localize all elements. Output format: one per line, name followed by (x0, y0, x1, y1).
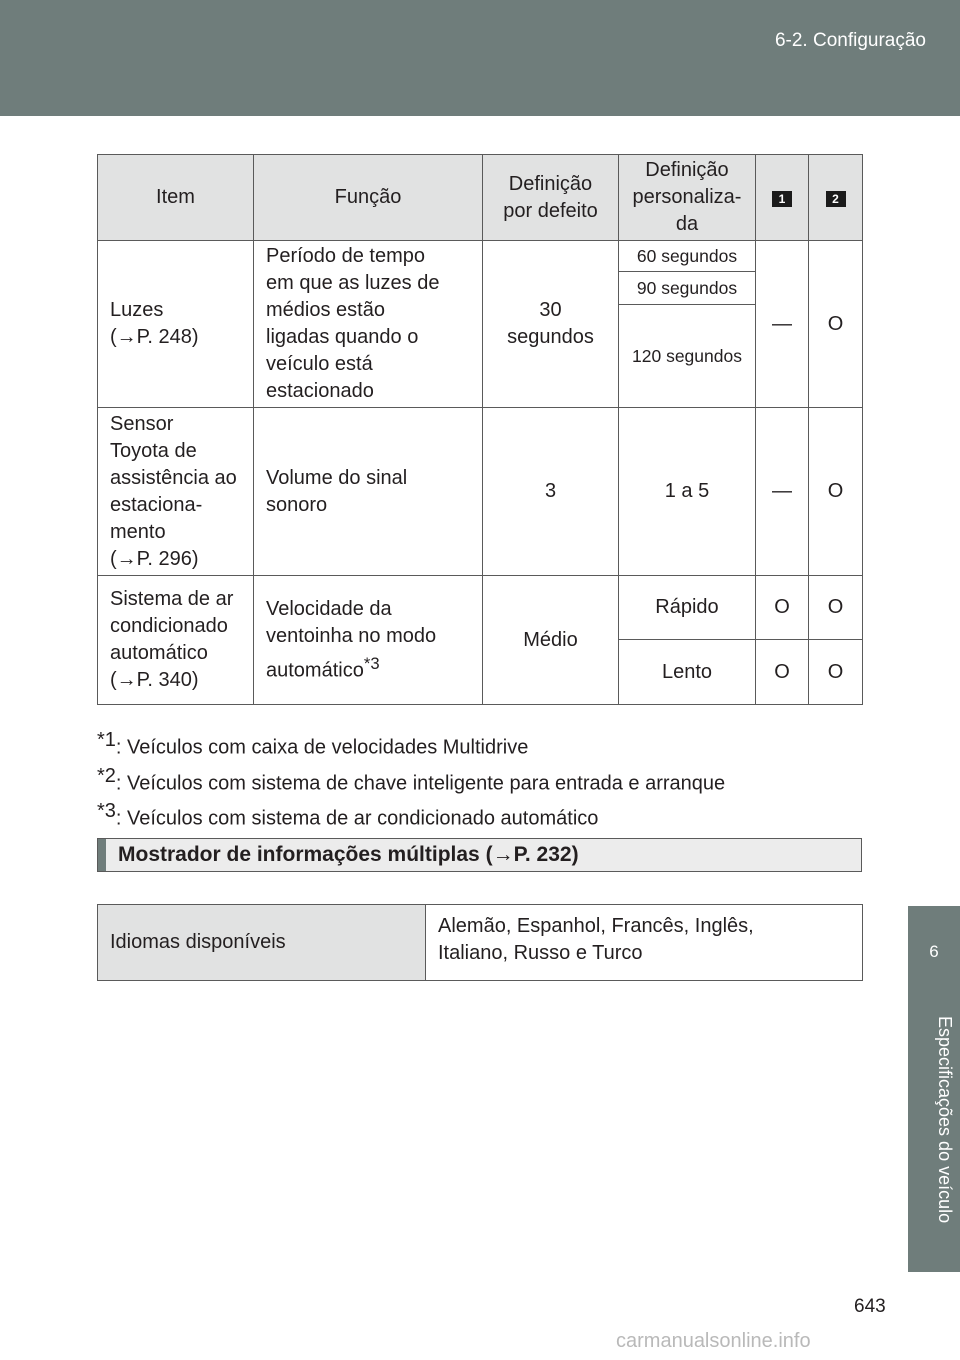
row-method1: O (756, 576, 809, 640)
header-default: Definição por defeito (483, 155, 619, 241)
header-band (0, 0, 960, 116)
settings-table (97, 154, 863, 705)
section-title: Mostrador de informações múltiplas (→P. 232) (118, 843, 579, 866)
row-option: 120 segundos (619, 305, 756, 408)
footnote-mark: *1 (97, 729, 116, 751)
languages-value: Alemão, Espanhol, Francês, Inglês, Italiano, Russo e Turco (426, 905, 863, 981)
header-method1 (756, 155, 809, 241)
chapter-tab-number: 6 (929, 942, 939, 961)
section-title-bar (97, 838, 862, 872)
row-option: 90 segundos (619, 272, 756, 305)
row-function: Volume do sinal sonoro (254, 408, 483, 576)
row-default: 30 segundos (483, 241, 619, 408)
table-row (98, 241, 863, 272)
languages-label: Idiomas disponíveis (98, 905, 426, 981)
row-item: Luzes (→P. 248) (98, 241, 254, 408)
table-row (98, 576, 863, 640)
row-default: Médio (483, 576, 619, 705)
section-heading: 6-2. Configuração (774, 30, 926, 51)
method-2-icon: 2 (826, 191, 846, 207)
footnote (97, 762, 725, 798)
row-method1: O (756, 640, 809, 705)
table-row (98, 408, 863, 576)
row-option: 1 a 5 (619, 408, 756, 576)
row-function-text: Velocidade da ventoinha no modo automático (266, 597, 437, 682)
row-function (254, 576, 483, 705)
footnote-text: : Veículos com sistema de chave inteligente para entrada e arranque (115, 772, 726, 795)
header-function: Função (254, 155, 483, 241)
footnotes (97, 726, 725, 833)
row-method2: O (809, 241, 863, 408)
row-option: 60 segundos (619, 241, 756, 272)
row-item: Sistema de ar condicionado automático (→P. 340) (98, 576, 254, 705)
footnote-text: : Veículos com sistema de ar condicionado automático (115, 807, 599, 830)
row-method2: O (809, 408, 863, 576)
footnote-mark: *2 (97, 764, 116, 787)
watermark: carmanualsonline.info (616, 1330, 811, 1352)
row-option: Lento (619, 640, 756, 705)
row-method1: — (756, 408, 809, 576)
row-method2: O (809, 576, 863, 640)
row-method2: O (809, 640, 863, 705)
header-custom: Definição personaliza- da (619, 155, 756, 241)
row-option: Rápido (619, 576, 756, 640)
languages-table (97, 904, 863, 981)
page-number: 643 (854, 1296, 886, 1317)
footnote-mark: *3 (97, 800, 116, 823)
table-header-row (98, 155, 863, 241)
footnote (97, 797, 725, 833)
footnote-ref: *3 (363, 653, 380, 673)
row-function: Período de tempo em que as luzes de médios estão ligadas quando o veículo está estacionado (254, 241, 483, 408)
header-method2 (809, 155, 863, 241)
footnote (97, 726, 725, 762)
row-default: 3 (483, 408, 619, 576)
footnote-text: : Veículos com caixa de velocidades Multidrive (115, 736, 529, 759)
row-method1: — (756, 241, 809, 408)
row-item: Sensor Toyota de assistência ao estaciona- mento (→P. 296) (98, 408, 254, 576)
table-row (98, 905, 863, 981)
method-1-icon: 1 (772, 191, 792, 207)
section-marker (98, 839, 106, 871)
header-item: Item (98, 155, 254, 241)
chapter-tab-label: Especificações do veículo (935, 1016, 955, 1224)
